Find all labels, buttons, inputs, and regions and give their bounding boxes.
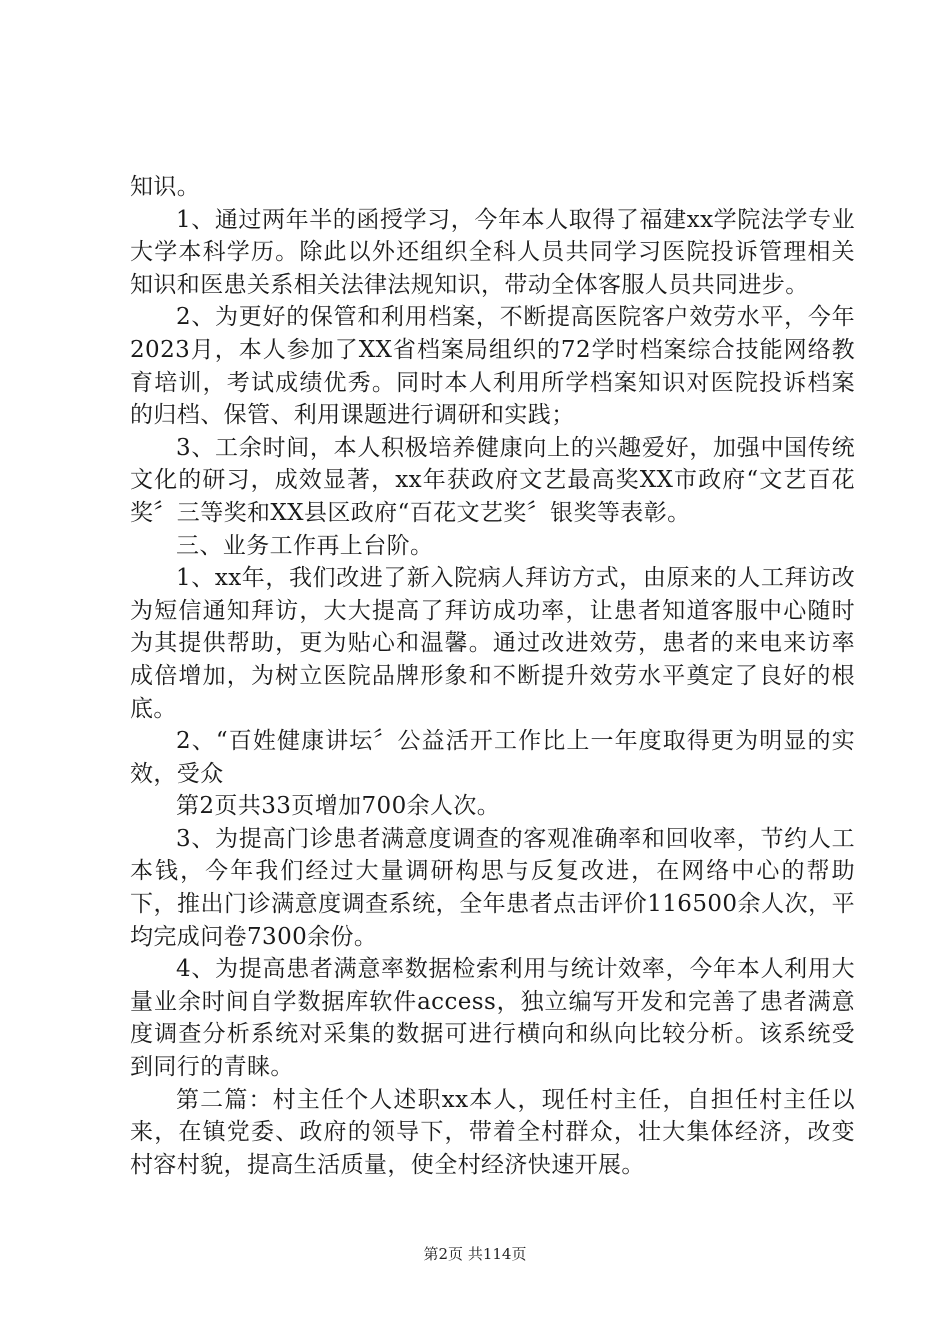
paragraph-health-forum: 2、“百姓健康讲坛〞公益活开工作比上一年度取得更为明显的实效，受众 xyxy=(130,728,855,787)
paragraph-database: 4、为提高患者满意率数据检索利用与统计效率，今年本人利用大量业余时间自学数据库软件access，独立编写开发和完善了患者满意度调查分析系统对采集的数据可进行横向和纵向比较分析。该系统受到同行的青睐。 xyxy=(130,956,855,1081)
section-heading: 三、业务工作再上台阶。 xyxy=(176,532,434,559)
paragraph-visits: 1、xx年，我们改进了新入院病人拜访方式，由原来的人工拜访改为短信通知拜访，大大提高了拜访成功率，让患者知道客服中心随时为其提供帮助，更为贴心和温馨。通过改进效劳，患者的来电来访率成倍增加，为树立医院品牌形象和不断提升效劳水平奠定了良好的根底。 xyxy=(130,565,855,722)
paragraph-continuation: 知识。 xyxy=(130,174,201,200)
paragraph-study: 1、通过两年半的函授学习，今年本人取得了福建xx学院法学专业大学本科学历。除此以外还组织全科人员共同学习医院投诉管理相关知识和医患关系相关法律法规知识，带动全体客服人员共同进步。 xyxy=(130,206,855,298)
paragraph-hobbies: 3、工余时间，本人积极培养健康向上的兴趣爱好，加强中国传统文化的研习，成效显著，xx年获政府文艺最高奖XX市政府“文艺百花奖〞三等奖和XX县区政府“百花文艺奖〞银奖等表彰。 xyxy=(130,434,855,526)
document-body xyxy=(130,171,855,1181)
paragraph-second-article: 第二篇：村主任个人述职xx本人，现任村主任，自担任村主任以来，在镇党委、政府的领导下，带着全村群众，壮大集体经济，改变村容村貌，提高生活质量，使全村经济快速开展。 xyxy=(130,1086,855,1178)
paragraph-page-note: 第2页共33页增加700余人次。 xyxy=(176,793,501,820)
page-footer: 第2页 共114页 xyxy=(423,1245,527,1263)
paragraph-archives: 2、为更好的保管和利用档案，不断提高医院客户效劳水平，今年2023月，本人参加了XX省档案局组织的72学时档案综合技能网络教育培训，考试成绩优秀。同时本人利用所学档案知识对医院投诉档案的归档、保管、利用课题进行调研和实践； xyxy=(130,304,855,429)
paragraph-survey: 3、为提高门诊患者满意度调查的客观准确率和回收率，节约人工本钱，今年我们经过大量调研构思与反复改进，在网络中心的帮助下，推出门诊满意度调查系统，全年患者点击评价116500余人次，平均完成问卷7300余份。 xyxy=(130,825,855,950)
